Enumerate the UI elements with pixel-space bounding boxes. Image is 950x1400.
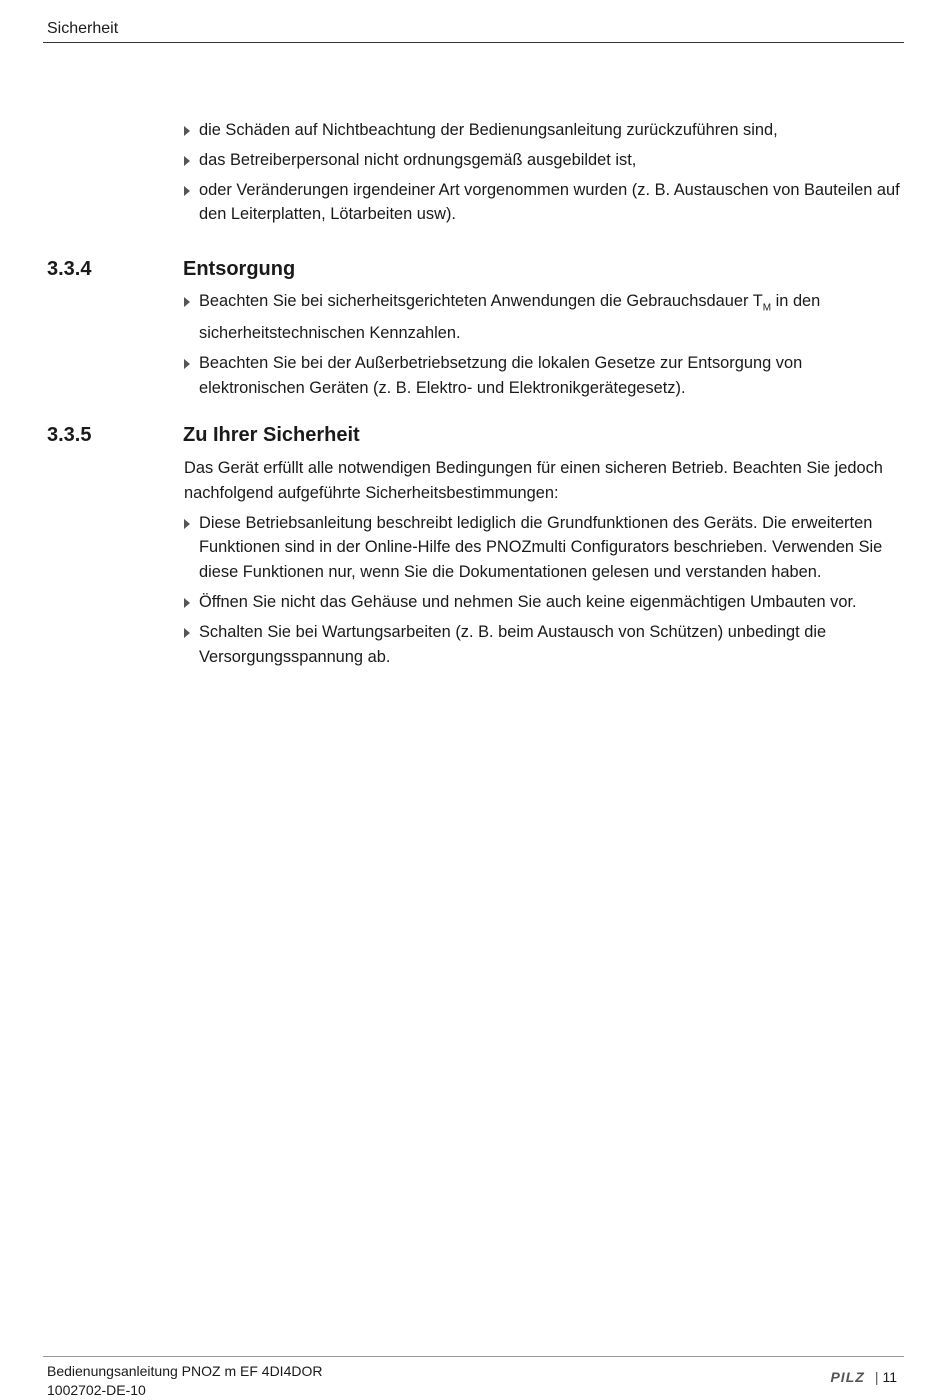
list-item-text: Diese Betriebsanleitung beschreibt lediglich die Grundfunktionen des Geräts. Die erweiterten Funktionen sind in der Online-Hilfe des PNOZmulti Configurators beschrieben. Verwenden Sie diese Funktionen nur, wenn Sie die Dokumentationen gelesen und verstanden haben.	[199, 513, 883, 582]
bullet-arrow-icon	[184, 126, 190, 136]
list-item	[184, 511, 900, 585]
list-item	[184, 351, 900, 401]
bullet-arrow-icon	[184, 186, 190, 196]
section-intro-paragraph: Das Gerät erfüllt alle notwendigen Bedingungen für einen sicheren Betrieb. Beachten Sie jedoch nachfolgend aufgeführte Sicherheitsbestimmungen:	[184, 459, 883, 502]
list-item	[184, 620, 900, 670]
page-number: 11	[882, 1369, 897, 1385]
safety-section-body	[184, 456, 900, 674]
bullet-arrow-icon	[184, 598, 190, 608]
footer-branding	[830, 1369, 897, 1385]
list-item-text: Beachten Sie bei sicherheitsgerichteten Anwendungen die Gebrauchsdauer $T_M$ in den sicherheitstechnischen Kennzahlen.	[199, 292, 821, 343]
page-separator: |	[874, 1369, 879, 1385]
bullet-arrow-icon	[184, 628, 190, 638]
section-title: Entsorgung	[183, 258, 296, 280]
list-item-text: Schalten Sie bei Wartungsarbeiten (z. B. beim Austausch von Schützen) unbedingt die Versorgungsspannung ab.	[199, 622, 827, 666]
section-title: Zu Ihrer Sicherheit	[183, 424, 360, 446]
footer-doc-title: Bedienungsanleitung PNOZ m EF 4DI4DOR	[47, 1363, 323, 1379]
intro-bullet-list	[184, 118, 900, 232]
header-divider	[43, 42, 904, 43]
list-item-text: Öffnen Sie nicht das Gehäuse und nehmen Sie auch keine eigenmächtigen Umbauten vor.	[199, 592, 857, 611]
footer-divider	[43, 1356, 904, 1357]
list-item	[184, 289, 900, 346]
pilz-logo: PILZ	[830, 1369, 865, 1385]
bullet-arrow-icon	[184, 156, 190, 166]
bullet-arrow-icon	[184, 297, 190, 307]
header-title: Sicherheit	[47, 20, 119, 37]
list-item-text: Beachten Sie bei der Außerbetriebsetzung die lokalen Gesetze zur Entsorgung von elektronischen Geräten (z. B. Elektro- und Elektronikgerätegesetz).	[199, 353, 803, 397]
bullet-arrow-icon	[184, 359, 190, 369]
list-item	[184, 118, 900, 143]
list-item	[184, 590, 900, 615]
list-item	[184, 178, 900, 228]
list-item	[184, 148, 900, 173]
list-item-text: die Schäden auf Nichtbeachtung der Bedienungsanleitung zurückzuführen sind,	[199, 121, 778, 139]
section-number: 3.3.5	[47, 424, 92, 446]
footer-doc-number: 1002702-DE-10	[47, 1382, 146, 1398]
list-item-text: oder Veränderungen irgendeiner Art vorgenommen wurden (z. B. Austauschen von Bauteilen auf den Leiterplatten, Lötarbeiten usw).	[199, 180, 900, 224]
disposal-bullet-list	[184, 289, 900, 405]
section-number: 3.3.4	[47, 258, 92, 280]
bullet-arrow-icon	[184, 519, 190, 529]
list-item-text: das Betreiberpersonal nicht ordnungsgemäß ausgebildet ist,	[199, 150, 637, 169]
footer-doc-info	[47, 1362, 322, 1400]
